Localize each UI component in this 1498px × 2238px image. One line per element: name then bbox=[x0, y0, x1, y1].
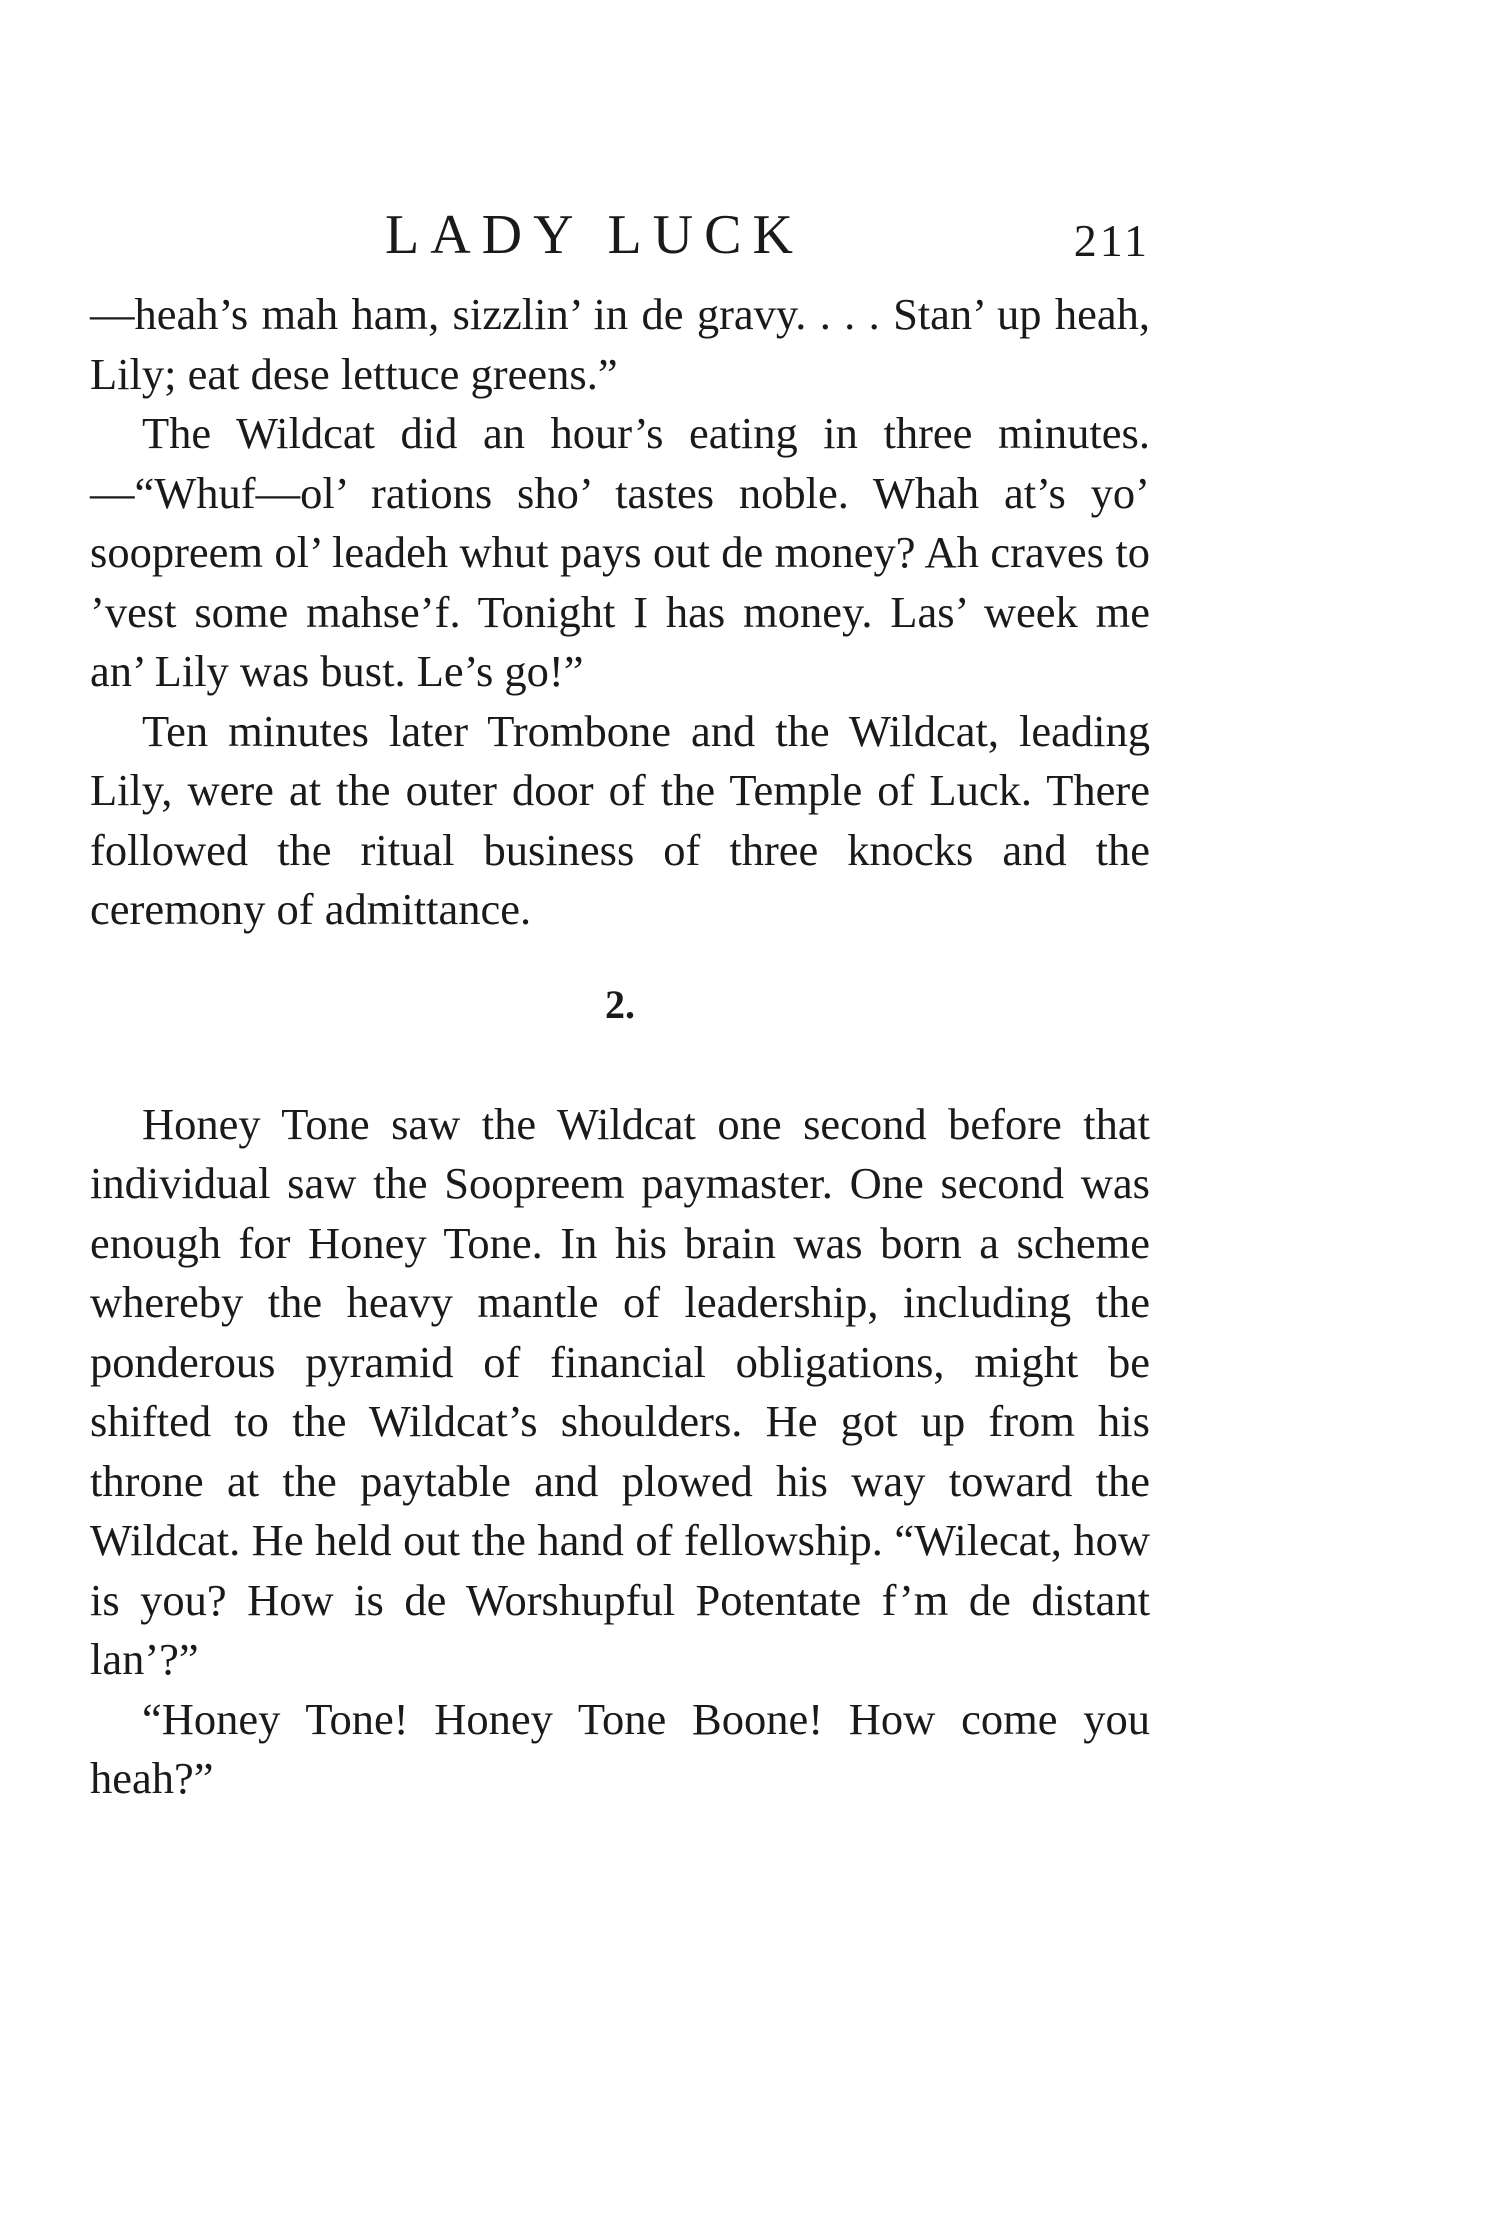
running-head: LADY LUCK bbox=[385, 204, 804, 266]
body-text bbox=[90, 285, 1150, 1809]
book-page bbox=[90, 195, 1150, 1809]
paragraph-2: The Wildcat did an hour’s eating in three minutes. —“Whuf—ol’ rations sho’ tastes noble. Whah at’s yo’ soopreem ol’ leadeh whut pays out de money? Ah craves to ’vest some mahse’f. Tonight I has money. Las’ week me an’ Lily was bust. Le’s go!” bbox=[90, 408, 1150, 696]
paragraph-5: “Honey Tone! Honey Tone Boone! How come you heah?” bbox=[90, 1693, 1150, 1803]
page-header bbox=[90, 195, 1150, 285]
paragraph-4: Honey Tone saw the Wildcat one second before that individual saw the Soopreem paymaster. One second was enough for Honey Tone. In his brain was born a scheme whereby the heavy mantle of leadership, including the ponderous pyramid of financial obligations, might be shifted to the Wildcat’s shoulders. He got up from his throne at the paytable and plowed his way toward the Wildcat. He held out the hand of fellowship. “Wilecat, how is you? How is de Worshupful Potentate f’m de distant lan’?” bbox=[90, 1098, 1150, 1684]
paragraph-1: —heah’s mah ham, sizzlin’ in de gravy. . . . Stan’ up heah, Lily; eat dese lettuce greens.” bbox=[90, 289, 1150, 399]
page-number: 211 bbox=[1073, 215, 1150, 266]
paragraph-3: Ten minutes later Trombone and the Wildcat, leading Lily, were at the outer door of the Temple of Luck. There followed the ritual business of three knocks and the ceremony of admittance. bbox=[90, 705, 1150, 934]
section-number: 2. bbox=[605, 981, 635, 1027]
